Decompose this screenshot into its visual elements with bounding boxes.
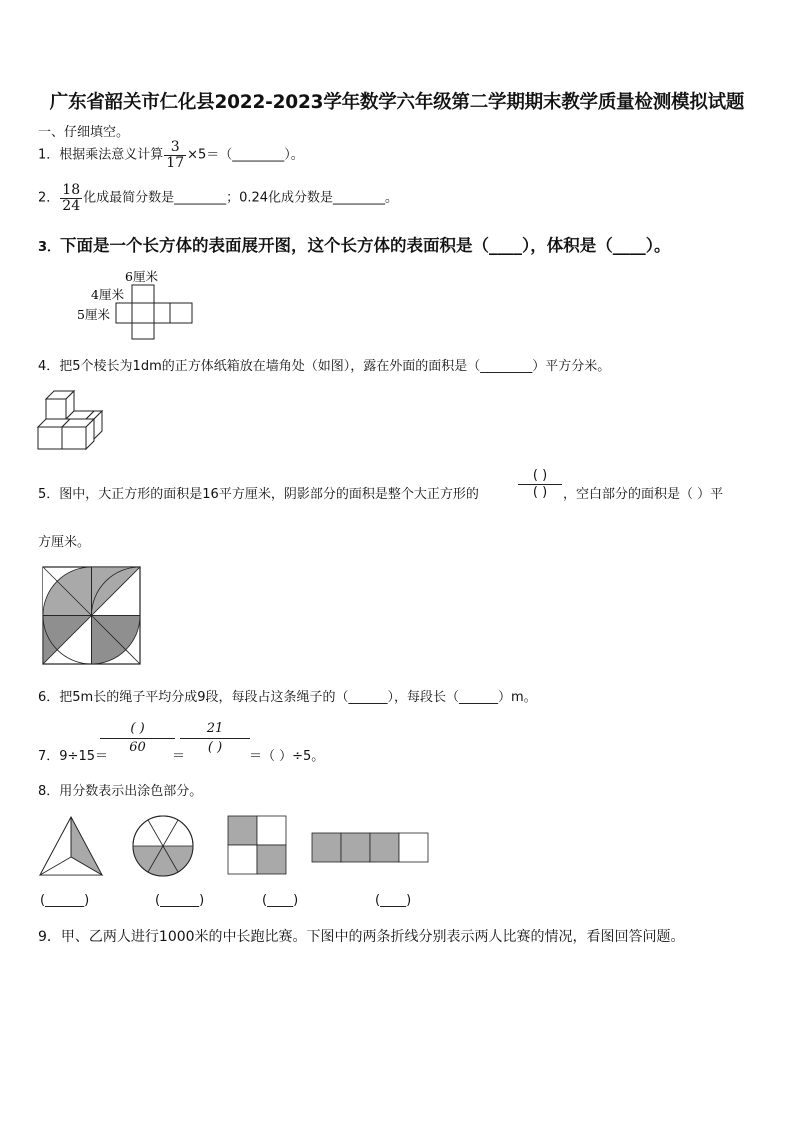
- answer-blank[interactable]: (____): [262, 893, 299, 908]
- net-face: [116, 303, 132, 323]
- cuboid-net-diagram: [75, 268, 215, 343]
- question-text: 用分数表示出涂色部分。: [59, 784, 203, 799]
- net-face: [170, 303, 192, 323]
- question-7: [38, 745, 108, 764]
- question-number: 9．: [38, 929, 61, 945]
- answer-blank[interactable]: (______): [155, 893, 205, 908]
- fraction-numerator: 18: [62, 182, 81, 198]
- question-text: 方厘米。: [38, 535, 91, 550]
- fraction: [518, 468, 562, 500]
- question-text: 把5m长的绳子平均分成9段，每段占这条绳子的（______），每段长（______）m。: [59, 690, 537, 705]
- question-5: [38, 483, 479, 502]
- cubes-corner-diagram: [36, 385, 116, 455]
- question-4: [38, 355, 610, 374]
- question-text: ×5＝（________）。: [187, 147, 304, 163]
- question-number: 8．: [38, 784, 60, 799]
- strip-figure: [312, 833, 428, 862]
- fraction-denominator: 17: [166, 154, 185, 171]
- fraction-denominator: ( ): [532, 484, 548, 500]
- fraction: [180, 720, 250, 757]
- circle-figure: [133, 816, 193, 876]
- question-text: 甲、乙两人进行1000米的中长跑比赛。下图中的两条折线分别表示两人比赛的情况，看图回答问题。: [60, 929, 685, 945]
- question-8: [38, 780, 202, 799]
- net-label-length: 6厘米: [125, 269, 158, 284]
- question-text: 根据乘法意义计算: [59, 147, 164, 163]
- fraction-numerator: ( ): [518, 468, 562, 485]
- question-6: [38, 686, 537, 705]
- question-number: 1．: [38, 147, 60, 163]
- question-text: 下面是一个长方体的表面展开图，这个长方体的表面积是（____），体积是（____）。: [60, 236, 671, 255]
- question-text: 图中，大正方形的面积是16平方厘米，阴影部分的面积是整个大正方形的: [59, 487, 479, 502]
- question-number: 4．: [38, 359, 60, 374]
- net-label-height: 5厘米: [77, 307, 110, 322]
- equals-sign: ＝: [172, 749, 186, 764]
- fraction-shapes: [38, 815, 438, 880]
- question-text: ，空白部分的面积是（ ）平: [563, 487, 724, 502]
- question-number: 7．: [38, 749, 60, 764]
- question-number: 3．: [38, 240, 61, 255]
- net-face: [132, 323, 154, 339]
- question-3: [38, 232, 671, 256]
- question-number: 6．: [38, 690, 60, 705]
- question-text: ＝（ ）÷5。: [249, 749, 325, 764]
- square-shading-diagram: [42, 566, 142, 666]
- fraction: [164, 140, 186, 170]
- net-face: [132, 303, 154, 323]
- fraction-numerator: ( ): [100, 720, 175, 739]
- fraction-denominator: 60: [129, 740, 146, 755]
- fraction: [60, 183, 82, 213]
- question-number: 2．: [38, 190, 60, 206]
- net-face: [132, 285, 154, 303]
- fraction-numerator: 3: [164, 140, 186, 156]
- section-heading: 一、仔细填空。: [38, 125, 130, 140]
- question-text: 化成最简分数是________；0.24化成分数是________。: [83, 190, 399, 206]
- answer-blank[interactable]: (____): [375, 893, 412, 908]
- question-2: [38, 183, 398, 213]
- net-face: [154, 303, 170, 323]
- fraction: [100, 720, 175, 757]
- question-9: [38, 926, 685, 946]
- fraction-numerator: 21: [180, 720, 250, 739]
- page-title: 广东省韶关市仁化县2022-2023学年数学六年级第二学期期末教学质量检测模拟试题: [49, 92, 745, 113]
- net-label-width: 4厘米: [91, 287, 124, 302]
- fraction-denominator: ( ): [207, 740, 223, 755]
- fraction-denominator: 24: [62, 197, 81, 214]
- question-number: 5．: [38, 487, 60, 502]
- question-text: 把5个棱长为1dm的正方体纸箱放在墙角处（如图），露在外面的面积是（________）平方分米。: [59, 359, 611, 374]
- question-1: [38, 140, 304, 170]
- answer-blank[interactable]: (______): [40, 893, 90, 908]
- triangle-figure: [40, 817, 102, 875]
- square-grid-figure: [228, 816, 286, 874]
- question-text: 9÷15＝: [59, 749, 108, 764]
